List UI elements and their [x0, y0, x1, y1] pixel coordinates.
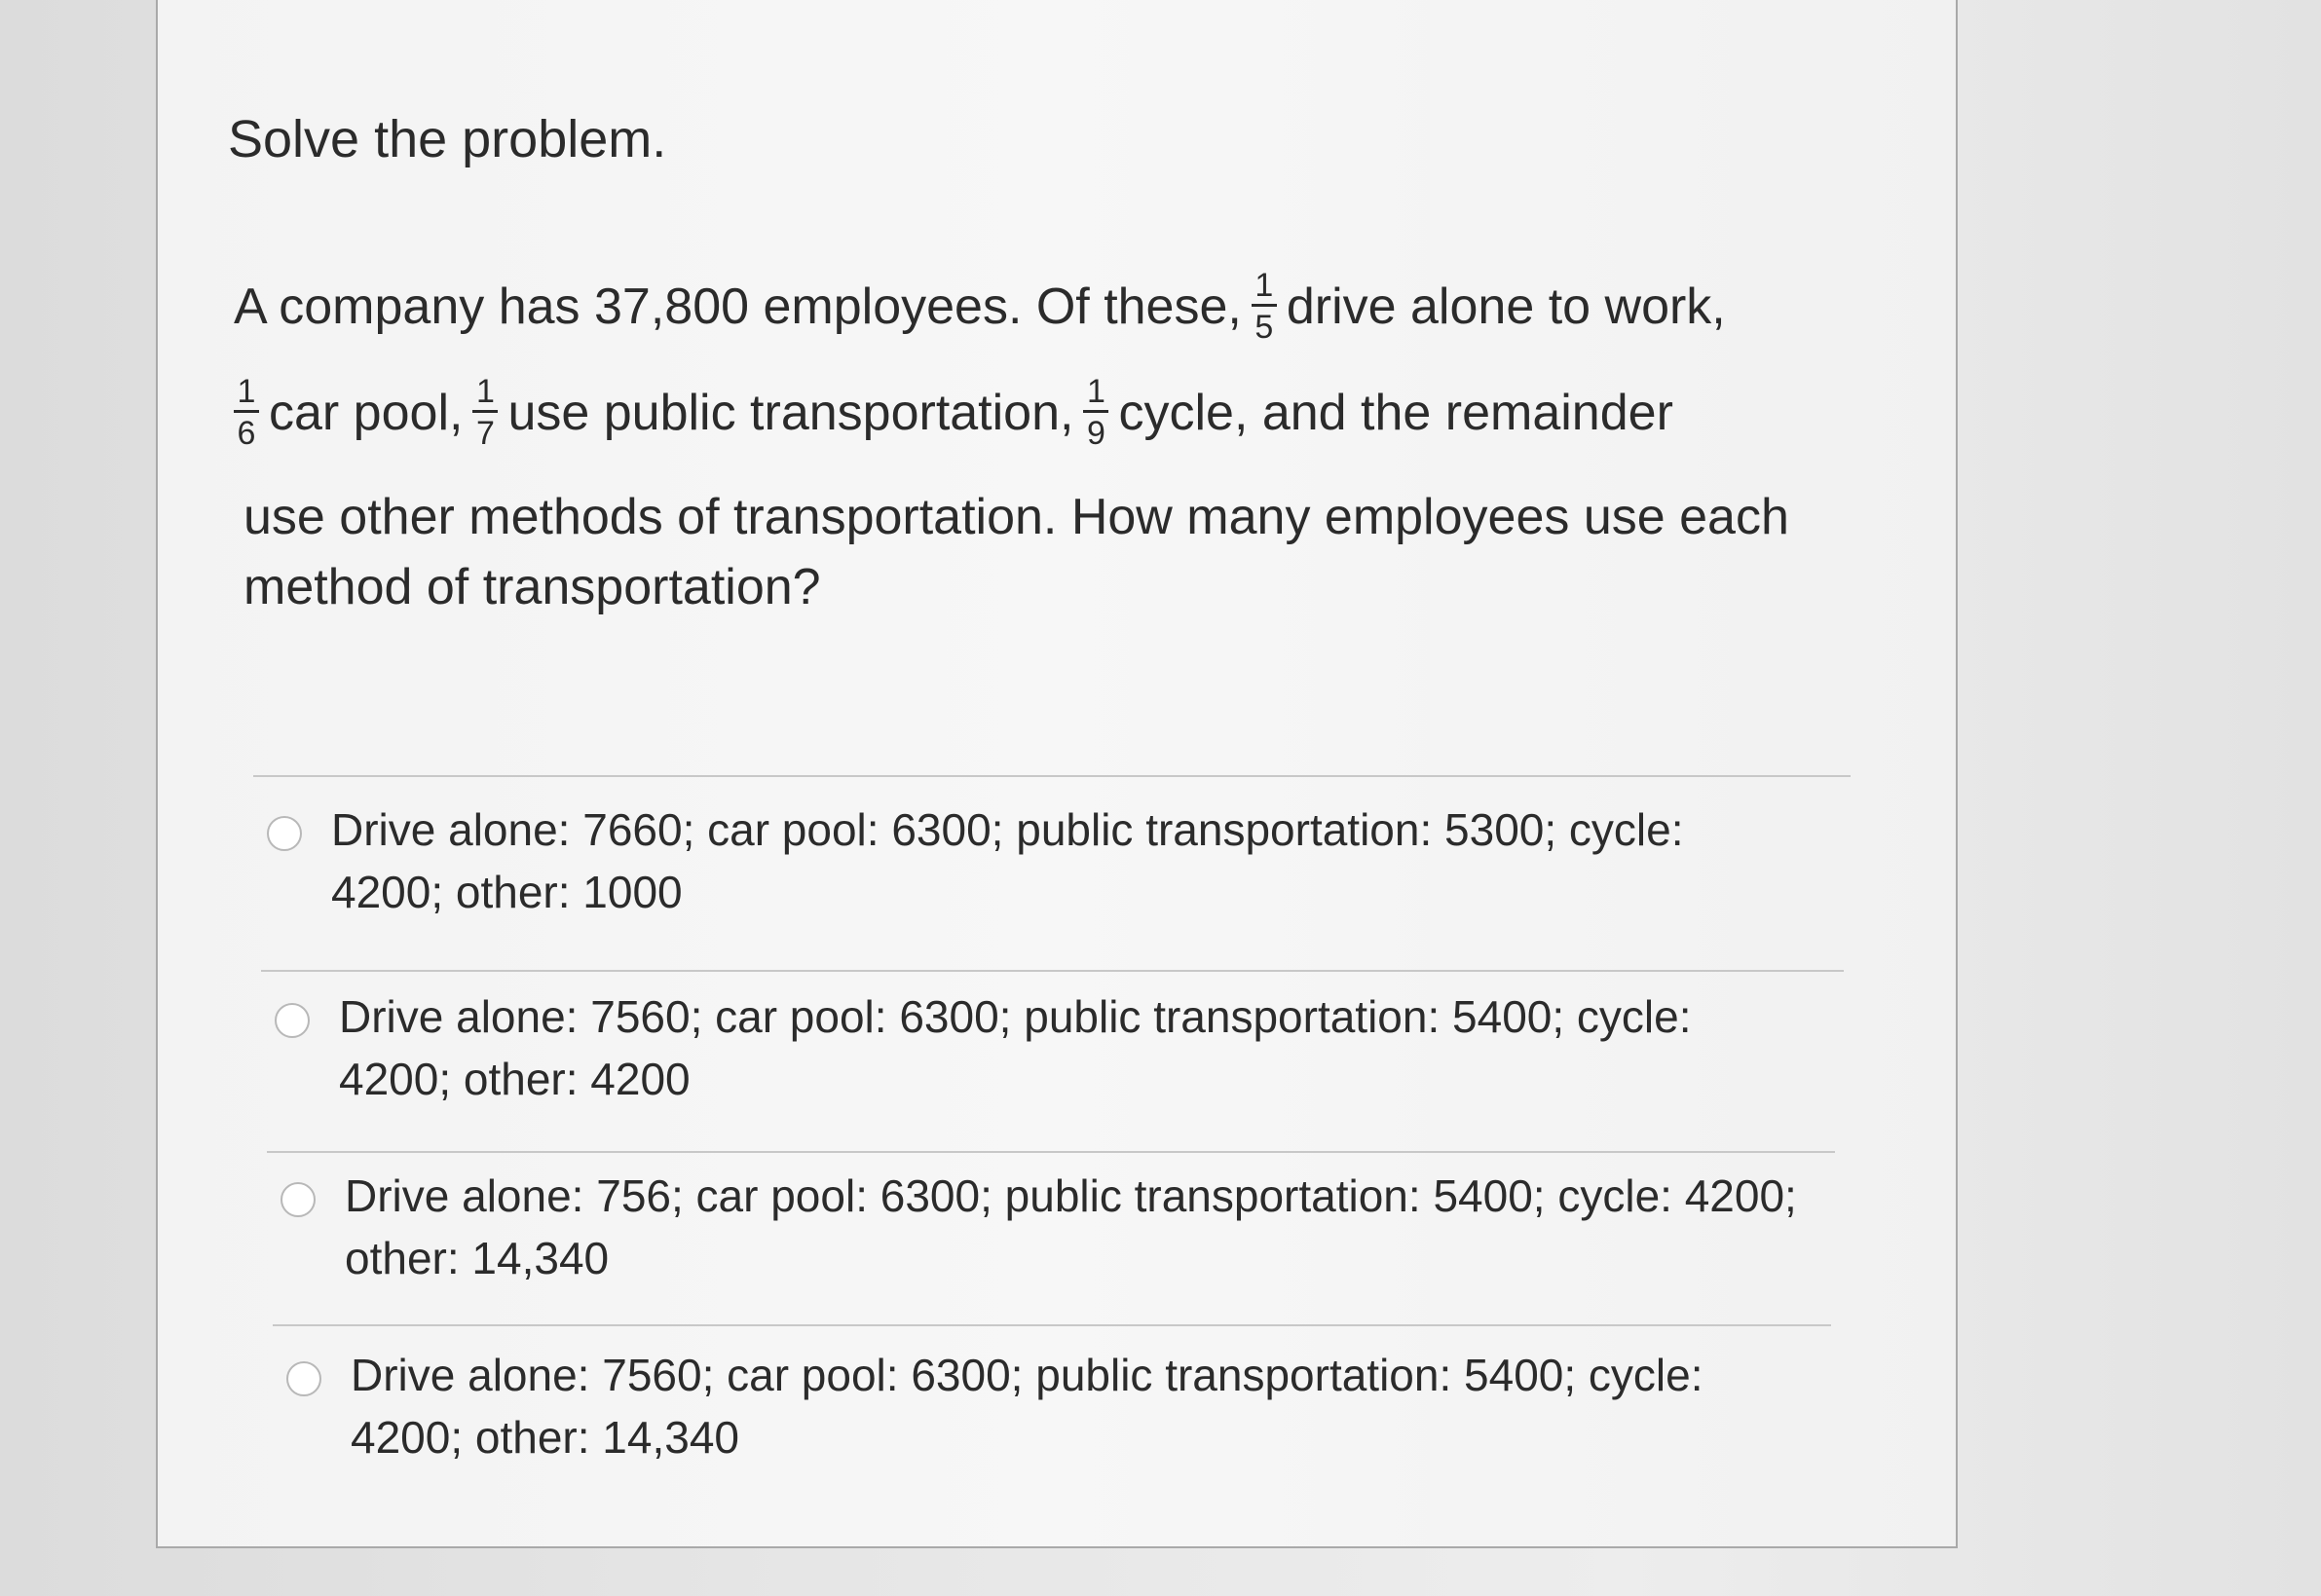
fraction-one-ninth: $\frac{1}{9}$: [1083, 375, 1108, 450]
divider-c-d: [273, 1324, 1831, 1326]
question-text: [234, 267, 1909, 618]
answer-choice-b[interactable]: [275, 985, 1800, 1111]
radio-button-d[interactable]: [286, 1361, 321, 1396]
choice-b-text: Drive alone: 7560; car pool: 6300; public transportation: 5400; cycle: 4200; other: 4200: [339, 991, 1692, 1105]
question-line-1: [234, 267, 1909, 348]
choice-c-text: Drive alone: 756; car pool: 6300; public transportation: 5400; cycle: 4200; other: 14,340: [345, 1170, 1797, 1284]
answer-choice-c[interactable]: [281, 1165, 1806, 1290]
divider-b-c: [267, 1151, 1835, 1153]
instruction-heading: Solve the problem.: [228, 110, 667, 168]
question-line-4: method of transportation?: [243, 559, 821, 616]
answer-choice-d[interactable]: [286, 1344, 1812, 1469]
question-card: [156, 0, 1958, 1548]
choice-a-text: Drive alone: 7660; car pool: 6300; public transportation: 5300; cycle: 4200; other: 1000: [331, 804, 1684, 918]
question-line-2: [234, 373, 1909, 454]
fraction-one-sixth: $\frac{1}{6}$: [234, 375, 259, 450]
choice-d-text: Drive alone: 7560; car pool: 6300; public transportation: 5400; cycle: 4200; other: 14,340: [351, 1350, 1703, 1464]
divider-a-b: [261, 970, 1844, 972]
question-line-3: use other methods of transportation. How many employees use each: [243, 489, 1789, 545]
radio-button-b[interactable]: [275, 1003, 310, 1038]
fraction-one-fifth: $\frac{1}{5}$: [1252, 269, 1277, 344]
question-part-4: use public transportation,: [507, 385, 1074, 442]
question-part-5: cycle, and the remainder: [1118, 385, 1673, 442]
divider-top: [253, 775, 1851, 777]
fraction-one-seventh: $\frac{1}{7}$: [472, 375, 498, 450]
radio-button-a[interactable]: [267, 816, 302, 851]
question-part-3: car pool,: [269, 385, 464, 442]
answer-choice-a[interactable]: [267, 798, 1792, 924]
question-part-1: A company has 37,800 employees. Of these,: [234, 278, 1242, 336]
question-part-2: drive alone to work,: [1286, 278, 1726, 336]
radio-button-c[interactable]: [281, 1182, 316, 1217]
